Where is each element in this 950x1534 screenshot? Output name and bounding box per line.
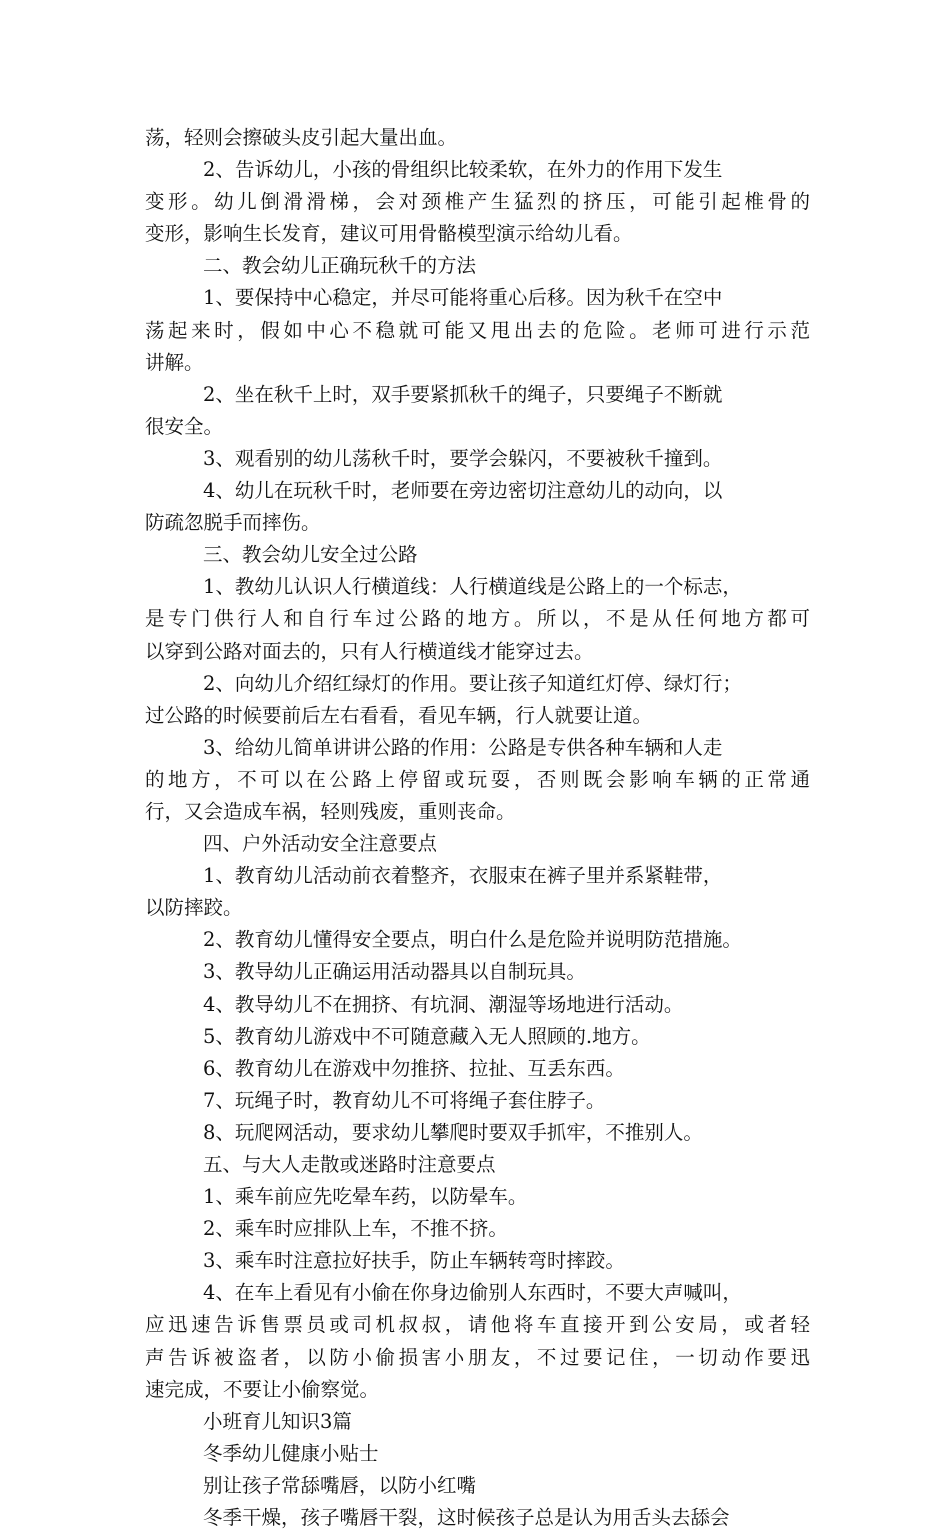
- text-line: 2、告诉幼儿，小孩的骨组织比较柔软，在外力的作用下发生: [203, 158, 723, 182]
- text-line: 4、在车上看见有小偷在你身边偷别人东西时，不要大声喊叫，: [203, 1281, 742, 1305]
- text-line: 是专门供行人和自行车过公路的地方。所以，不是从任何地方都可: [145, 607, 810, 631]
- text-line: 冬季干燥，孩子嘴唇干裂，这时候孩子总是认为用舌头去舔会: [203, 1506, 730, 1530]
- text-line: 4、教导幼儿不在拥挤、有坑洞、潮湿等场地进行活动。: [203, 992, 684, 1016]
- text-line: 荡，轻则会擦破头皮引起大量出血。: [145, 126, 458, 149]
- text-line: 8、玩爬网活动，要求幼儿攀爬时要双手抓牢，不推别人。: [203, 1120, 703, 1144]
- document-body: [145, 122, 810, 1534]
- text-line: 1、乘车前应先吃晕车药，以防晕车。: [203, 1185, 528, 1209]
- section-heading: 二、教会幼儿正确玩秋千的方法: [203, 254, 477, 278]
- text-line: 过公路的时候要前后左右看看，看见车辆，行人就要让道。: [145, 703, 653, 727]
- text-line: 2、向幼儿介绍红绿灯的作用。要让孩子知道红灯停、绿灯行；: [203, 671, 742, 695]
- text-line: 7、玩绳子时，教育幼儿不可将绳子套住脖子。: [203, 1088, 606, 1112]
- text-line: 3、乘车时注意拉好扶手，防止车辆转弯时摔跤。: [203, 1249, 625, 1273]
- article-subtitle: 冬季幼儿健康小贴士: [203, 1441, 379, 1465]
- text-line: 2、乘车时应排队上车，不推不挤。: [203, 1217, 508, 1241]
- text-line: 1、教幼儿认识人行横道线：人行横道线是公路上的一个标志，: [203, 575, 742, 599]
- text-line: 3、给幼儿简单讲讲公路的作用：公路是专供各种车辆和人走: [203, 735, 723, 759]
- text-line: 4、幼儿在玩秋千时，老师要在旁边密切注意幼儿的动向，以: [203, 479, 723, 503]
- text-line: 变形。幼儿倒滑滑梯，会对颈椎产生猛烈的挤压，可能引起椎骨的: [145, 190, 810, 214]
- tip-heading: 别让孩子常舔嘴唇，以防小红嘴: [203, 1473, 477, 1497]
- section-heading: 三、教会幼儿安全过公路: [203, 543, 418, 567]
- text-line: 1、要保持中心稳定，并尽可能将重心后移。因为秋千在空中: [203, 286, 723, 310]
- text-line: 5、教育幼儿游戏中不可随意藏入无人照顾的.地方。: [203, 1024, 651, 1048]
- section-heading: 四、户外活动安全注意要点: [203, 832, 438, 856]
- section-heading: 五、与大人走散或迷路时注意要点: [203, 1153, 496, 1176]
- text-line: 2、坐在秋千上时，双手要紧抓秋千的绳子，只要绳子不断就: [203, 382, 723, 406]
- text-line: 的地方，不可以在公路上停留或玩耍，否则既会影响车辆的正常通: [145, 767, 810, 791]
- text-line: 6、教育幼儿在游戏中勿推挤、拉扯、互丢东西。: [203, 1056, 625, 1080]
- text-line: 防疏忽脱手而摔伤。: [145, 511, 321, 535]
- text-line: 3、观看别的幼儿荡秋千时，要学会躲闪，不要被秋千撞到。: [203, 446, 723, 470]
- article-title: 小班育儿知识3篇: [203, 1409, 352, 1433]
- text-line: 变形，影响生长发育，建议可用骨骼模型演示给幼儿看。: [145, 222, 633, 246]
- text-line: 2、教育幼儿懂得安全要点，明白什么是危险并说明防范措施。: [203, 928, 742, 952]
- text-line: 很安全。: [145, 414, 224, 438]
- text-line: 速完成，不要让小偷察觉。: [145, 1377, 380, 1401]
- text-line: 以防摔跤。: [145, 896, 243, 920]
- text-line: 1、教育幼儿活动前衣着整齐，衣服束在裤子里并系紧鞋带，: [203, 864, 723, 888]
- text-line: 以穿到公路对面去的，只有人行横道线才能穿过去。: [145, 639, 594, 663]
- text-line: 行，又会造成车祸，轻则残废，重则丧命。: [145, 799, 516, 823]
- text-line: 荡起来时，假如中心不稳就可能又甩出去的危险。老师可进行示范: [145, 318, 810, 342]
- text-line: 3、教导幼儿正确运用活动器具以自制玩具。: [203, 960, 586, 984]
- text-line: 应迅速告诉售票员或司机叔叔，请他将车直接开到公安局，或者轻: [145, 1313, 810, 1337]
- text-line: 讲解。: [145, 350, 204, 374]
- text-line: 声告诉被盗者，以防小偷损害小朋友，不过要记住，一切动作要迅: [145, 1345, 810, 1369]
